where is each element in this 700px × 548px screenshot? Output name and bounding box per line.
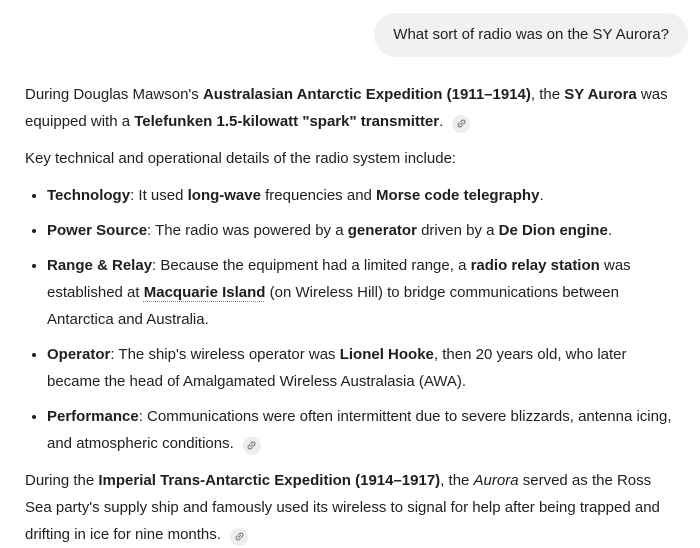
list-item — [47, 182, 674, 209]
user-message-text: What sort of radio was on the SY Aurora? — [393, 26, 669, 43]
user-message-bubble — [374, 13, 688, 57]
text-segment: (on Wireless Hill) to bridge communications between Antarctica and Australia. — [47, 284, 619, 328]
text-segment: During Douglas Mawson's — [25, 86, 203, 103]
text-segment: . — [539, 187, 544, 204]
citation-link-icon[interactable] — [243, 437, 261, 455]
text-segment: radio relay station — [470, 257, 600, 274]
text-segment: Aurora — [473, 472, 519, 489]
text-segment: , the — [530, 86, 565, 103]
response-outro-paragraph — [25, 467, 674, 548]
text-segment: Operator — [47, 346, 111, 363]
list-item — [47, 403, 674, 457]
text-segment: driven by a — [416, 222, 499, 239]
list-item-text — [47, 408, 672, 452]
list-item-text — [47, 346, 627, 390]
assistant-response — [25, 81, 688, 548]
text-segment: : Because the equipment had a limited range, a — [152, 257, 471, 274]
user-message-row — [25, 13, 688, 57]
text-segment: was established at — [47, 257, 631, 301]
text-segment: : It used — [130, 187, 188, 204]
citation-link-icon[interactable] — [230, 528, 248, 546]
text-segment: : The radio was powered by a — [147, 222, 348, 239]
text-segment: frequencies and — [260, 187, 377, 204]
text-segment: Technology — [47, 187, 131, 204]
list-item — [47, 252, 674, 333]
text-segment: Imperial Trans-Antarctic Expedition (1914–1917) — [98, 472, 441, 489]
response-intro-paragraph — [25, 81, 674, 135]
text-segment: Power Source — [47, 222, 148, 239]
text-segment: SY Aurora — [564, 86, 637, 103]
text-segment: generator — [347, 222, 417, 239]
text-segment: . — [607, 222, 612, 239]
text-segment: served as the Ross Sea party's supply ship and famously used its wireless to signal for help after being trapped and drifting in ice for nine months. — [25, 472, 660, 543]
list-item-text — [47, 187, 544, 204]
text-segment: , then 20 years old, who later became the head of Amalgamated Wireless Australasia (AWA). — [47, 346, 627, 390]
text-segment: , the — [440, 472, 474, 489]
list-item — [47, 217, 674, 244]
text-segment: long-wave — [187, 187, 261, 204]
text-segment: : The ship's wireless operator was — [110, 346, 340, 363]
text-segment: De Dion engine — [498, 222, 608, 239]
text-segment: Australasian Antarctic Expedition (1911–1914) — [202, 86, 531, 103]
text-segment: Telefunken 1.5-kilowatt "spark" transmitter — [134, 113, 440, 130]
text-segment: Range & Relay — [47, 257, 153, 274]
text-segment: Performance — [47, 408, 139, 425]
list-item-text — [47, 257, 631, 328]
text-segment: . — [439, 113, 448, 130]
text-segment: Lionel Hooke — [339, 346, 434, 363]
text-segment: During the — [25, 472, 99, 489]
annotated-term[interactable]: Macquarie Island — [143, 284, 266, 301]
response-list-heading: Key technical and operational details of the radio system include: — [25, 150, 457, 167]
citation-link-icon[interactable] — [452, 115, 470, 133]
list-item-text — [47, 222, 612, 239]
details-list — [25, 182, 674, 457]
text-segment: was equipped with a — [25, 86, 668, 130]
text-segment: : Communications were often intermittent due to severe blizzards, antenna icing, and atmospheric conditions. — [47, 408, 672, 452]
text-segment: Morse code telegraphy — [376, 187, 540, 204]
list-item — [47, 341, 674, 395]
